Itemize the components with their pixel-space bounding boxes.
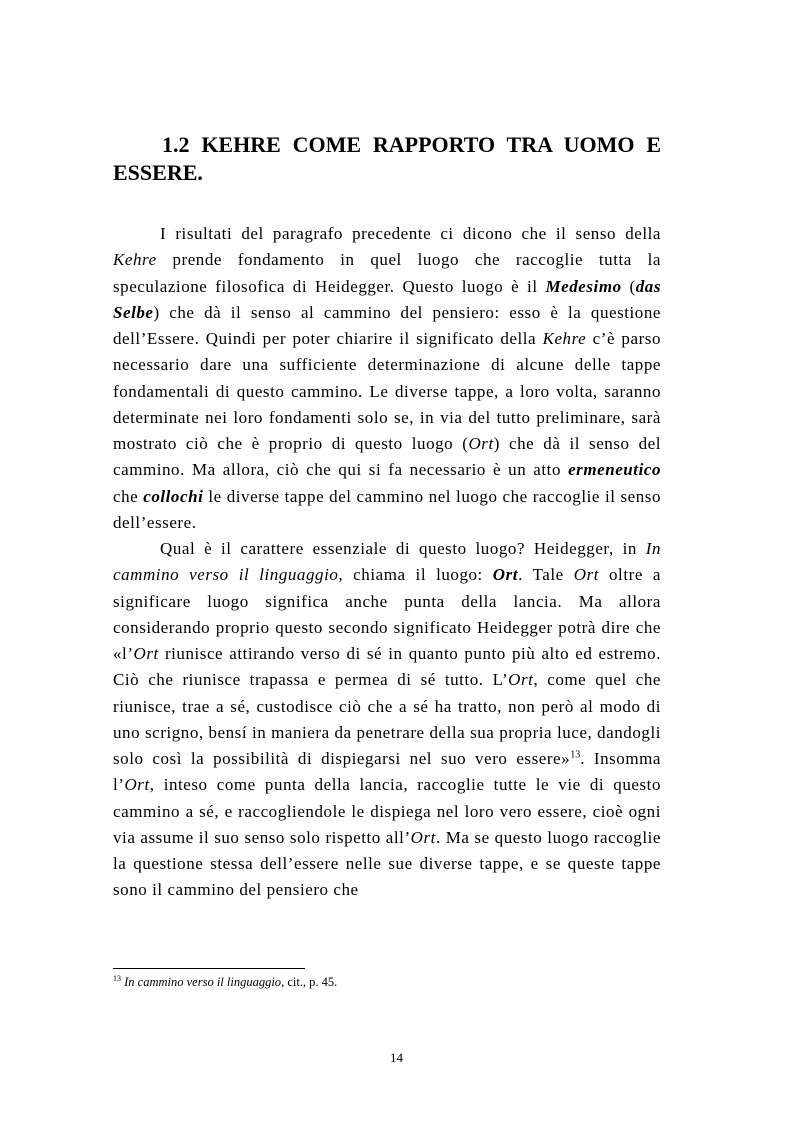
text-run: , come quel che riunisce, trae a sé, custodisce ciò che a sé ha tratto, non però al modo di uno scrigno, bensí in maniera da penetrare della sua propria luce, dandogli solo così la possibilità di dispiegarsi nel suo vero essere» <box>113 670 661 768</box>
page-number: 14 <box>390 1050 403 1065</box>
text-run: . Ma se questo luogo raccoglie la questione stessa dell’essere nelle sue diverse tappe, e se queste tappe sono il cammino del pensiero che <box>113 827 661 900</box>
footnote-citation: , cit., p. 45. <box>281 975 338 989</box>
italic-text: Ort <box>133 644 159 663</box>
text-run: , chiama il luogo: <box>338 565 493 585</box>
emphasis-text: collochi <box>143 486 204 506</box>
italic-text: Kehre <box>113 250 157 270</box>
footnote-title: In cammino verso il linguaggio <box>124 975 282 989</box>
paragraph <box>113 536 661 904</box>
italic-text: Ort <box>410 827 436 847</box>
text-run: oltre a significare luogo significa anche punta della lancia. Ma allora considerando proprio questo secondo significato Heidegger potrà dire che «l’ <box>113 565 661 663</box>
paragraph <box>113 221 661 536</box>
emphasis-text: ermeneutico <box>568 460 661 480</box>
italic-text: Ort <box>124 775 150 795</box>
italic-text: In cammino verso il linguaggio <box>113 539 661 585</box>
text-run: riunisce attirando verso di sé in quanto punto più alto ed estremo. Ciò che riunisce trapassa e permea di sé tutto. L’ <box>113 644 661 690</box>
text-run: ) che dà il senso al cammino del pensiero: esso è la questione dell’Essere. Quindi per poter chiarire il significato della <box>113 302 661 348</box>
text-run: c’è parso necessario dare una sufficiente determinazione di alcune delle tappe fondamentali di questo cammino. Le diverse tappe, a loro volta, saranno determinate nei loro fondamenti solo se, in via del tutto preliminare, sarà mostrato ciò che è proprio di questo luogo ( <box>113 329 662 453</box>
text-run: I risultati del paragrafo precedente ci dicono che il senso della <box>160 224 661 243</box>
section-heading <box>113 131 661 187</box>
body-text <box>113 221 661 904</box>
italic-text: Kehre <box>542 329 587 348</box>
emphasis-text: das Selbe <box>113 276 661 322</box>
text-run: le diverse tappe del cammino nel luogo che raccoglie il senso dell’essere. <box>113 486 661 532</box>
footnote-separator <box>113 968 305 969</box>
text-run: ( <box>621 276 636 296</box>
italic-text: Ort <box>468 434 494 453</box>
footnote <box>113 974 337 990</box>
italic-text: Ort <box>573 565 600 585</box>
text-run: . Tale <box>518 565 574 585</box>
section-heading-line-2: ESSERE. <box>113 160 203 185</box>
text-run: , inteso come punta della lancia, raccoglie tutte le vie di questo cammino a sé, e raccogliendole le dispiega nel loro vero essere, cioè ogni via assume il suo senso solo rispetto all’ <box>113 775 661 847</box>
footnote-reference: 13 <box>570 749 581 761</box>
text-run: che <box>113 486 144 506</box>
text-run: ) che dà il senso del cammino. Ma allora, ciò che qui si fa necessario è un atto <box>113 434 662 480</box>
text-run: . Insomma l’ <box>113 749 662 795</box>
emphasis-text: Medesimo <box>545 276 622 296</box>
section-heading-line-1: 1.2 KEHRE COME RAPPORTO TRA UOMO E <box>162 132 661 157</box>
emphasis-text: Ort <box>492 565 519 585</box>
text-run: prende fondamento in quel luogo che raccoglie tutta la speculazione filosofica di Heidegger. Questo luogo è il <box>113 250 661 296</box>
italic-text: Ort <box>508 670 534 690</box>
footnote-number: 13 <box>113 973 121 983</box>
text-run: Qual è il carattere essenziale di questo luogo? Heidegger, in <box>160 539 646 558</box>
